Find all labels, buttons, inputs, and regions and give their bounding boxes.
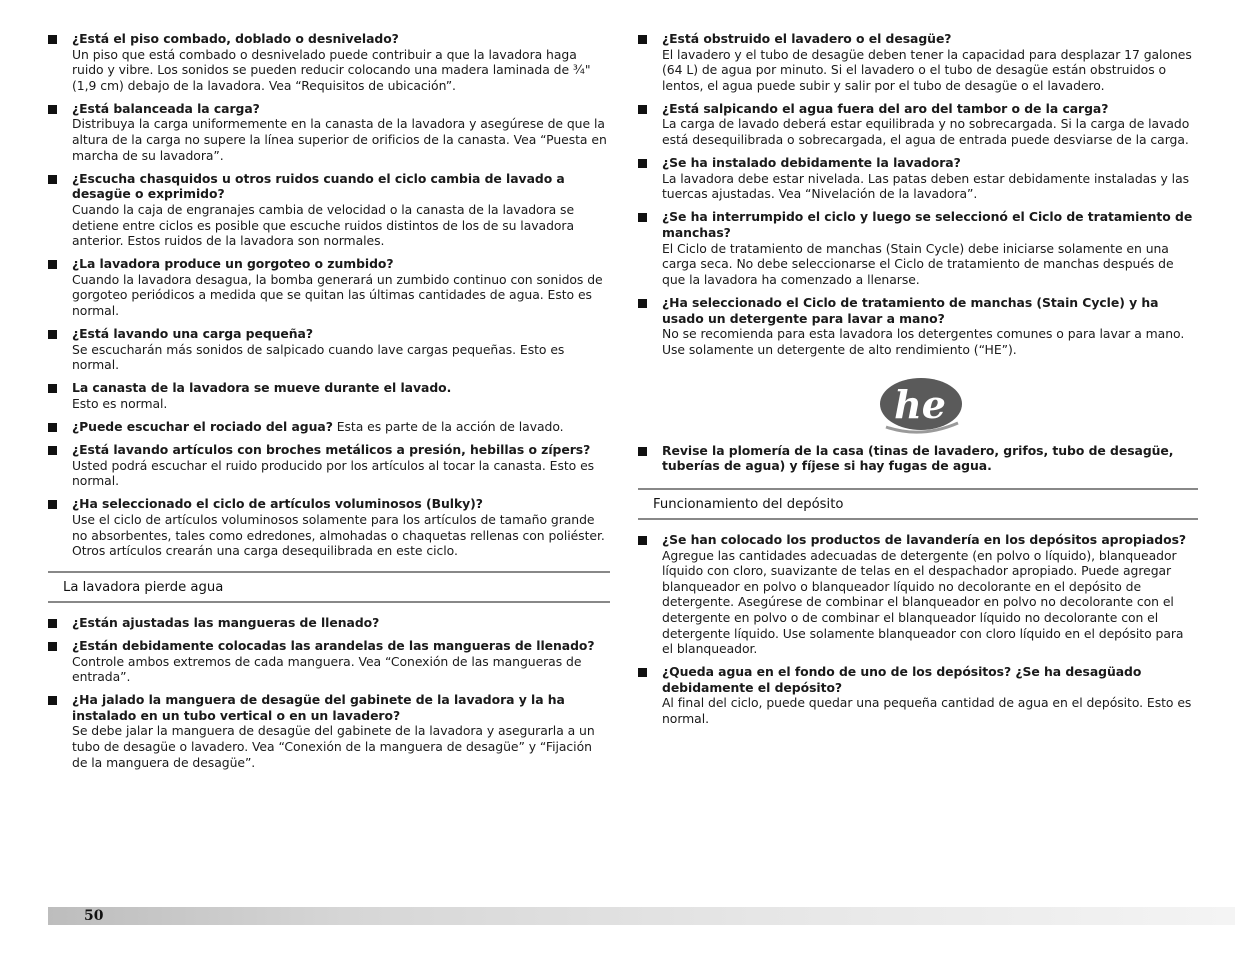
- square-bullet-icon: [48, 175, 57, 184]
- faq-item: [48, 326, 610, 373]
- faq-question: ¿Se han colocado los productos de lavandería en los depósitos apropiados?: [662, 531, 1187, 547]
- faq-question: ¿Está balanceada la carga?: [72, 100, 260, 116]
- faq-question: ¿Están ajustadas las mangueras de llenado?: [72, 614, 380, 630]
- faq-answer: Esto es normal.: [72, 395, 168, 411]
- faq-item: [48, 101, 610, 163]
- faq-question: ¿La lavadora produce un gorgoteo o zumbido?: [72, 256, 394, 272]
- square-bullet-icon: [48, 642, 57, 651]
- square-bullet-icon: [48, 500, 57, 509]
- square-bullet-icon: [638, 299, 647, 308]
- footer-bar: [48, 907, 1235, 925]
- square-bullet-icon: [638, 159, 647, 168]
- faq-answer: Se escucharán más sonidos de salpicado cuando lave cargas pequeñas. Esto es normal.: [72, 341, 565, 373]
- he-logo-area: [638, 365, 1198, 443]
- square-bullet-icon: [638, 668, 647, 677]
- faq-answer: Cuando la caja de engranajes cambia de velocidad o la canasta de la lavadora se detiene entre ciclos es posible que escuche ruidos distintos de los de su lavadora anterior. Estos ruidos de la lavadora son normales.: [72, 201, 575, 249]
- faq-item: [638, 155, 1198, 202]
- faq-item: [48, 615, 610, 631]
- faq-item: [48, 419, 610, 435]
- faq-question: ¿Está el piso combado, doblado o desnivelado?: [72, 31, 399, 46]
- faq-item: [48, 31, 610, 93]
- square-bullet-icon: [48, 35, 57, 44]
- faq-question: ¿Ha seleccionado el ciclo de artículos voluminosos (Bulky)?: [72, 496, 483, 512]
- faq-item: [638, 443, 1198, 474]
- he-logo-text: he: [894, 381, 946, 427]
- faq-answer: El Ciclo de tratamiento de manchas (Stain Cycle) debe iniciarse solamente en una carga seca. No debe seleccionarse el Ciclo de tratamiento de manchas después de que la lavadora ha comenzado a llenarse.: [662, 240, 1174, 287]
- faq-item: [638, 532, 1198, 657]
- faq-item: [638, 295, 1198, 357]
- faq-answer: La carga de lavado deberá estar equilibrada y no sobrecargada. Si la carga de lavado está desequilibrada o sobrecargada, el agua de entrada puede desviarse de la carga.: [662, 116, 1190, 148]
- faq-item: [48, 638, 610, 685]
- square-bullet-icon: [638, 447, 647, 456]
- faq-answer: Controle ambos extremos de cada manguera. Vea “Conexión de las mangueras de entrada”.: [72, 653, 582, 685]
- faq-item: [638, 31, 1198, 93]
- square-bullet-icon: [638, 105, 647, 114]
- faq-item: [48, 692, 610, 770]
- faq-answer: Al final del ciclo, puede quedar una pequeña cantidad de agua en el depósito. Esto es normal.: [662, 695, 1192, 726]
- square-bullet-icon: [48, 619, 57, 628]
- faq-question: ¿Escucha chasquidos u otros ruidos cuando el ciclo cambia de lavado a desagüe o exprimido?: [72, 170, 565, 202]
- section-heading: Funcionamiento del depósito: [638, 488, 1198, 520]
- faq-answer: Usted podrá escuchar el ruido producido por los artículos al tocar la canasta. Esto es normal.: [72, 457, 595, 489]
- faq-question: ¿Ha jalado la manguera de desagüe del gabinete de la lavadora y la ha instalado en un tubo vertical o en un lavadero?: [72, 692, 565, 723]
- faq-question: ¿Está salpicando el agua fuera del aro del tambor o de la carga?: [662, 100, 1109, 116]
- faq-question: ¿Está obstruido el lavadero o el desagüe?: [662, 31, 952, 46]
- he-logo-icon: [878, 377, 964, 435]
- faq-question: ¿Se ha interrumpido el ciclo y luego se seleccionó el Ciclo de tratamiento de manchas?: [662, 209, 1193, 241]
- faq-item: [638, 664, 1198, 726]
- faq-question: Revise la plomería de la casa (tinas de lavadero, grifos, tubo de desagüe, tuberías de agua) y fíjese si hay fugas de agua.: [662, 442, 1174, 474]
- left-column: [48, 31, 610, 778]
- faq-item: [638, 101, 1198, 148]
- faq-answer: Se debe jalar la manguera de desagüe del gabinete de la lavadora y asegurarla a un tubo de desagüe o lavadero. Vea “Conexión de la manguera de desagüe” y “Fijación de la manguera de desagüe”.: [72, 723, 595, 770]
- faq-answer: El lavadero y el tubo de desagüe deben tener la capacidad para desplazar 17 galones (64 L) de agua por minuto. Si el lavadero o el tubo de desagüe están obstruidos o lentos, el agua puede subir y salir por el tubo de desagüe o el lavadero.: [662, 46, 1192, 93]
- square-bullet-icon: [48, 696, 57, 705]
- faq-answer: No se recomienda para esta lavadora los detergentes comunes o para lavar a mano. Use solamente un detergente de alto rendimiento (“HE”).: [662, 326, 1185, 357]
- page-number: 50: [84, 908, 104, 924]
- square-bullet-icon: [638, 35, 647, 44]
- faq-item: [48, 442, 610, 489]
- faq-question: ¿Ha seleccionado el Ciclo de tratamiento de manchas (Stain Cycle) y ha usado un detergente para lavar a mano?: [662, 294, 1159, 326]
- faq-answer: Use el ciclo de artículos voluminosos solamente para los artículos de tamaño grande no absorbentes, tales como edredones, almohadas o chaquetas rellenas con poliéster. Otros artículos crearán una carga desequilibrada en este ciclo.: [72, 512, 605, 559]
- square-bullet-icon: [48, 260, 57, 269]
- square-bullet-icon: [638, 213, 647, 222]
- faq-answer-inline: Esta es parte de la acción de lavado.: [332, 419, 564, 435]
- faq-question: La canasta de la lavadora se mueve durante el lavado.: [72, 380, 452, 396]
- square-bullet-icon: [48, 446, 57, 455]
- faq-question: ¿Está lavando artículos con broches metálicos a presión, hebillas o zípers?: [72, 442, 591, 458]
- faq-question: ¿Está lavando una carga pequeña?: [72, 326, 314, 342]
- faq-question: ¿Puede escuchar el rociado del agua?: [72, 419, 333, 435]
- faq-answer: La lavadora debe estar nivelada. Las patas deben estar debidamente instaladas y las tuercas ajustadas. Vea “Nivelación de la lavadora”.: [662, 170, 1190, 202]
- section-heading: La lavadora pierde agua: [48, 571, 610, 603]
- square-bullet-icon: [48, 330, 57, 339]
- faq-item: [638, 209, 1198, 287]
- square-bullet-icon: [48, 384, 57, 393]
- right-column: [638, 31, 1198, 734]
- faq-answer: Distribuya la carga uniformemente en la canasta de la lavadora y asegúrese de que la altura de la carga no supere la línea superior de orificios de la canasta. Vea “Puesta en marcha de su lavadora”.: [72, 116, 607, 163]
- faq-item: [48, 256, 610, 318]
- faq-item: [48, 496, 610, 558]
- faq-item: [48, 171, 610, 249]
- square-bullet-icon: [48, 423, 57, 432]
- faq-answer: Un piso que está combado o desnivelado puede contribuir a que la lavadora haga ruido y vibre. Los sonidos se pueden reducir colocando una madera laminada de ¾" (1,9 cm) debajo de la lavadora. Vea “Requisitos de ubicación”.: [72, 46, 591, 93]
- square-bullet-icon: [48, 105, 57, 114]
- square-bullet-icon: [638, 536, 647, 545]
- faq-question: ¿Queda agua en el fondo de uno de los depósitos? ¿Se ha desagüado debidamente el depósito?: [662, 664, 1142, 695]
- faq-answer: Agregue las cantidades adecuadas de detergente (en polvo o líquido), blanqueador líquido con cloro, suavizante de telas en el despachador apropiado. Puede agregar blanqueador en polvo o blanqueador líquido no decolorante en el depósito de detergente. Asegúrese de combinar el blanqueador en polvo no decolorante con el detergente en polvo o de combinar el blanqueador líquido no decolorante con el detergente líquido. Use solamente blanqueador con cloro líquido en el depósito para el blanqueador.: [662, 547, 1184, 657]
- faq-question: ¿Se ha instalado debidamente la lavadora?: [662, 155, 961, 171]
- faq-answer: Cuando la lavadora desagua, la bomba generará un zumbido continuo con sonidos de gorgoteo periódicos a medida que se quitan las últimas cantidades de agua. Esto es normal.: [72, 271, 603, 318]
- faq-item: [48, 380, 610, 411]
- faq-question: ¿Están debidamente colocadas las arandelas de las mangueras de llenado?: [72, 637, 595, 653]
